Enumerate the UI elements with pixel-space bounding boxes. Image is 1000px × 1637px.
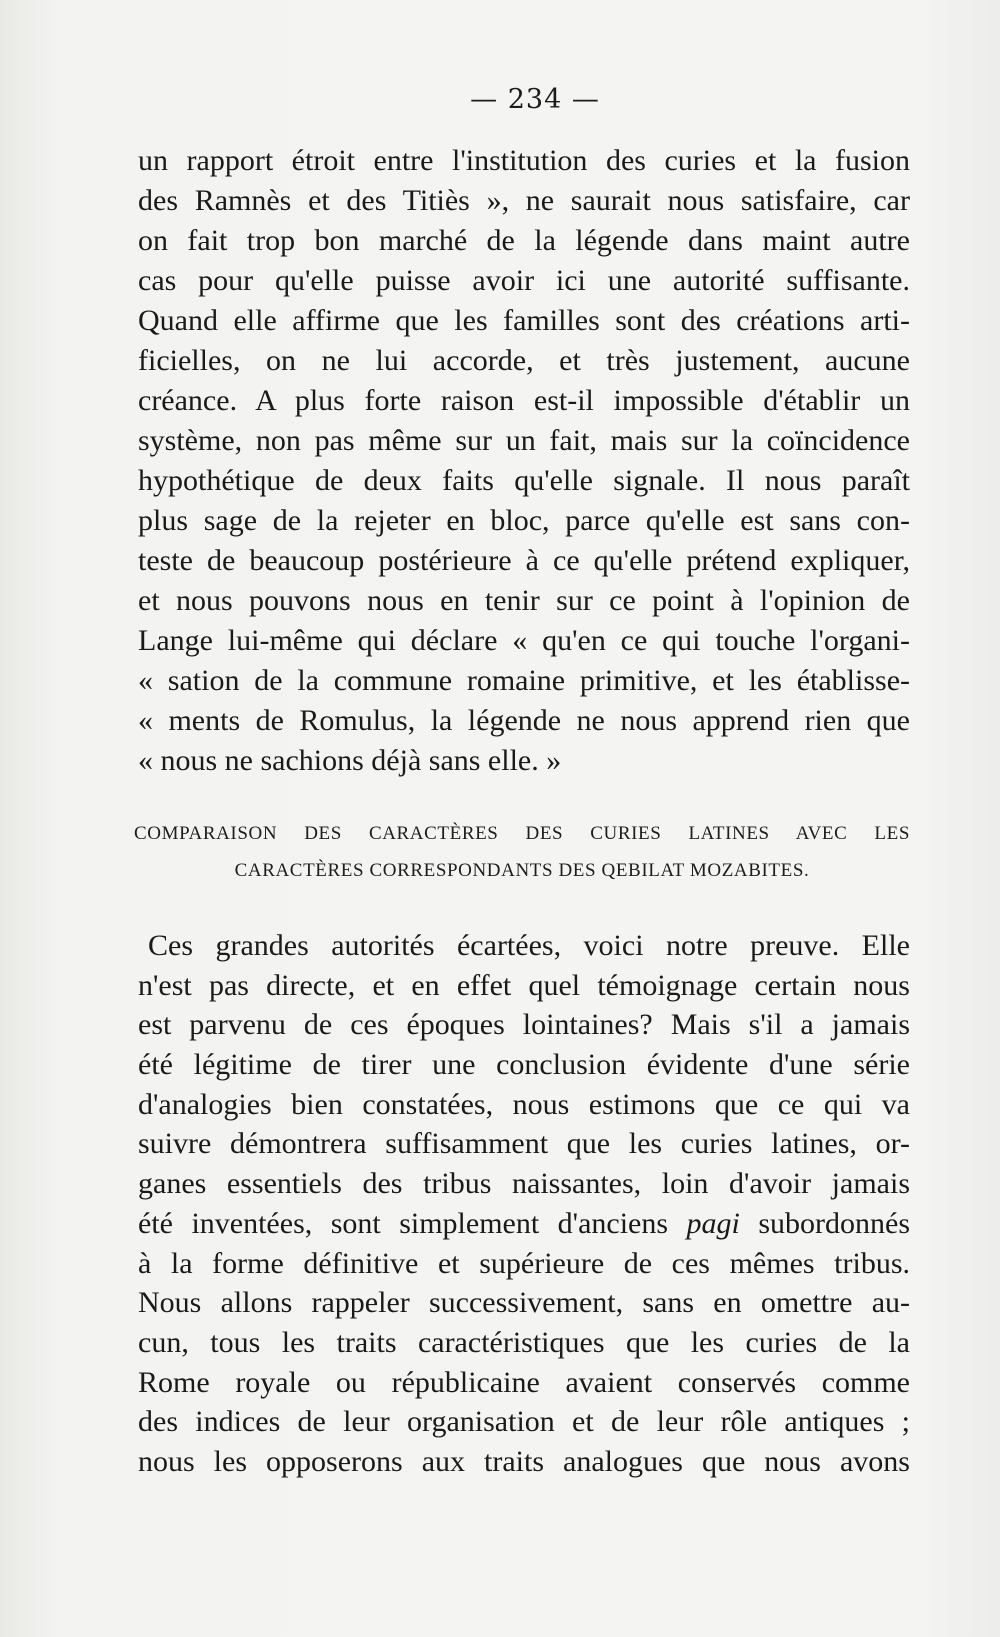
text-line: créance. A plus forte raison est-il impossible d'établir un — [138, 384, 910, 417]
text-line-with-italic — [138, 1204, 910, 1244]
text-line: cas pour qu'elle puisse avoir ici une autorité suffisante. — [138, 264, 910, 297]
text-line: Quand elle affirme que les familles sont des créations arti- — [138, 304, 910, 337]
paragraph-curies-legend — [138, 141, 910, 781]
text-line: « ments de Romulus, la légende ne nous apprend rien que — [138, 704, 910, 737]
text-segment: subordonnés — [758, 1206, 910, 1240]
text-line: des indices de leur organisation et de leur rôle antiques ; — [138, 1405, 910, 1439]
text-line: des Ramnès et des Titiès », ne saurait nous satisfaire, car — [138, 184, 910, 217]
text-line: teste de beaucoup postérieure à ce qu'elle prétend expliquer, — [138, 544, 910, 577]
section-heading-line-2: CARACTÈRES CORRESPONDANTS DES QEBILAT MOZABITES. — [234, 860, 810, 881]
text-line: Ces grandes autorités écartées, voici notre preuve. Elle — [148, 929, 910, 962]
text-line: été légitime de tirer une conclusion évidente d'une série — [138, 1048, 910, 1082]
text-line: cun, tous les traits caractéristiques que les curies de la — [138, 1325, 910, 1359]
text-line: est parvenu de ces époques lointaines? Mais s'il a jamais — [138, 1008, 910, 1042]
text-line: Rome royale ou républicaine avaient conservés comme — [138, 1365, 910, 1399]
text-line: Nous allons rappeler successivement, sans en omettre au- — [138, 1286, 910, 1320]
text-line: système, non pas même sur un fait, mais sur la coïncidence — [138, 424, 910, 457]
text-line: un rapport étroit entre l'institution des curies et la fusion — [138, 144, 910, 177]
text-line: et nous pouvons nous en tenir sur ce point à l'opinion de — [138, 584, 910, 617]
text-line: à la forme définitive et supérieure de ces mêmes tribus. — [138, 1246, 910, 1280]
page-number: — 234 — — [470, 84, 600, 115]
text-line: d'analogies bien constatées, nous estimons que ce qui va — [138, 1087, 910, 1121]
section-heading-line-1: COMPARAISON DES CARACTÈRES DES CURIES LATINES AVEC LES — [134, 823, 910, 844]
text-line: on fait trop bon marché de la légende dans maint autre — [138, 224, 910, 257]
text-line: « sation de la commune romaine primitive, et les établisse- — [138, 664, 910, 697]
text-line: hypothétique de deux faits qu'elle signale. Il nous paraît — [138, 464, 910, 497]
italic-term-pagi: pagi — [686, 1206, 740, 1240]
text-line: « nous ne sachions déjà sans elle. » — [138, 744, 562, 777]
text-line: plus sage de la rejeter en bloc, parce qu'elle est sans con- — [138, 504, 910, 537]
text-segment: été inventées, sont simplement d'anciens — [138, 1206, 669, 1240]
text-line: ganes essentiels des tribus naissantes, loin d'avoir jamais — [138, 1167, 910, 1201]
text-line: ficielles, on ne lui accorde, et très justement, aucune — [138, 344, 910, 377]
paragraph-proof — [138, 926, 910, 1482]
text-line: n'est pas directe, et en effet quel témoignage certain nous — [138, 968, 910, 1002]
text-line: suivre démontrera suffisamment que les curies latines, or- — [138, 1127, 910, 1161]
text-line: nous les opposerons aux traits analogues que nous avons — [138, 1444, 910, 1478]
text-line: Lange lui-même qui déclare « qu'en ce qui touche l'organi- — [138, 624, 910, 657]
